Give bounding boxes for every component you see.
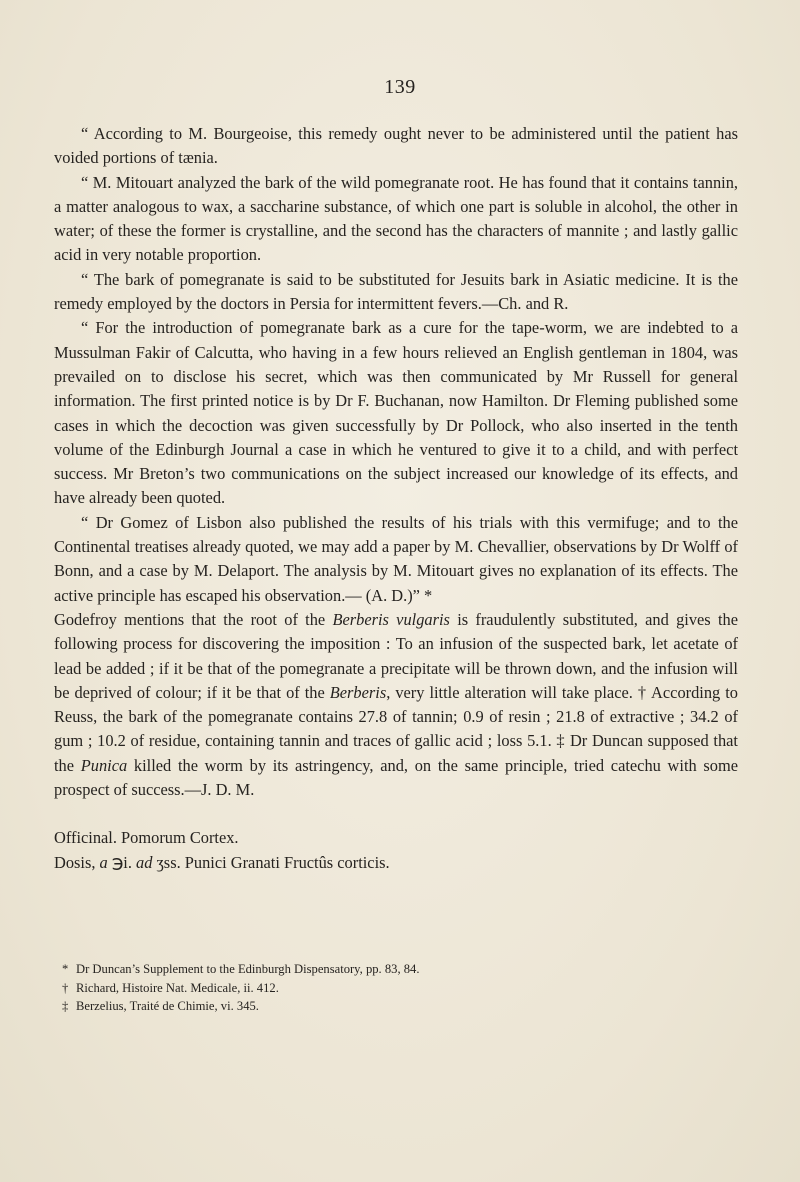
- paragraph-gomez: “ Dr Gomez of Lisbon also published the results of his trials with this vermifuge; and to the Continental treatises already quoted, we may add a paper by M. Chevallier, observations by Dr Wolff of Bonn, and a case by M. Delaport. The analysis by M. Mitouart gives no explanation of its effects. The active principle has escaped his observation.— (A. D.)” *: [54, 512, 738, 605]
- paragraph-bourgeoise: “ According to M. Bourgeoise, this remedy ought never to be administered until the patient has voided portions of tænia.: [54, 124, 738, 168]
- footnote-text: Dr Duncan’s Supplement to the Edinburgh Dispensatory, pp. 83, 84.: [76, 962, 420, 976]
- text-run: Godefroy mentions that the root of the: [54, 609, 333, 629]
- paragraph-mitouart-analysis: “ M. Mitouart analyzed the bark of the wild pomegranate root. He has found that it contains tannin, a matter analogous to wax, a saccharine substance, of which one part is soluble in alcohol, the other in water; of these the former is crystalline, and the second has the characters of mannite ; and lastly gallic acid in very notable proportion.: [54, 172, 738, 265]
- text-run: killed the worm by its astringency, and, on the same principle, tried catechu with some prospect of success.—J. D. M.: [54, 755, 739, 800]
- paragraph-dosis: [54, 851, 738, 875]
- italic-term: ad: [136, 852, 153, 872]
- paragraph-godefroy: [54, 608, 738, 802]
- text-run: is fraudulently substituted, and gives the following process for discovering the imposition : To an infusion of the suspected bark, let acetate of lead be added ; if it be that of the pomegranate a precipitate will be thrown down, and the infusion will be deprived of colour; if it be that of the: [54, 609, 738, 702]
- paragraph-officinal: Officinal. Pomorum Cortex.: [54, 828, 239, 848]
- text-run: Dosis,: [54, 852, 100, 872]
- footnote: [54, 997, 744, 1016]
- footnote-text: Richard, Histoire Nat. Medicale, ii. 412.: [76, 980, 279, 995]
- footnote-mark: †: [62, 980, 69, 995]
- italic-term: Berberis: [329, 682, 387, 702]
- text-run: ʒss. Punici Granati Fructûs corticis.: [152, 852, 390, 872]
- body-text: [54, 122, 738, 875]
- page-number: 139: [384, 76, 416, 98]
- footnotes: [54, 960, 744, 1016]
- text-run: , very little alteration will take place. † According to Reuss, the bark of the pomegranate contains 27.8 of tannin; 0.9 of resin ; 21.8 of extractive ; 34.2 of gum ; 10.2 of residue, containing tannin and traces of gallic acid ; loss 5.1. ‡ Dr Duncan supposed that the: [54, 682, 738, 775]
- footnote-text: Berzelius, Traité de Chimie, vi. 345.: [76, 999, 259, 1013]
- footnote: [54, 960, 744, 979]
- footnote: [54, 979, 744, 998]
- italic-term: Berberis vulgaris: [332, 609, 450, 629]
- paragraph-introduction: “ For the introduction of pomegranate bark as a cure for the tape-worm, we are indebted to a Mussulman Fakir of Calcutta, who having in a few hours relieved an English gentleman in 1804, was prevailed on to disclose his secret, which was then communicated by Mr Russell for general information. The first printed notice is by Dr F. Buchanan, now Hamilton. Dr Fleming published some cases in which the decoction was given successfully by Dr Pollock, who also inserted in the tenth volume of the Edinburgh Journal a case in which he ventured to give it to a child, and with perfect success. Mr Breton’s two communications on the subject increased our knowledge of its effects, and have already been quoted.: [54, 318, 738, 508]
- italic-term: a: [99, 852, 108, 872]
- paragraph-jesuits-bark: “ The bark of pomegranate is said to be substituted for Jesuits bark in Asiatic medicine. It is the remedy employed by the doctors in Persia for intermittent fevers.—Ch. and R.: [54, 269, 738, 314]
- footnote-mark: *: [62, 962, 69, 976]
- footnote-mark: ‡: [62, 999, 69, 1013]
- text-run: ℈i.: [107, 852, 137, 872]
- italic-term: Punica: [80, 755, 128, 775]
